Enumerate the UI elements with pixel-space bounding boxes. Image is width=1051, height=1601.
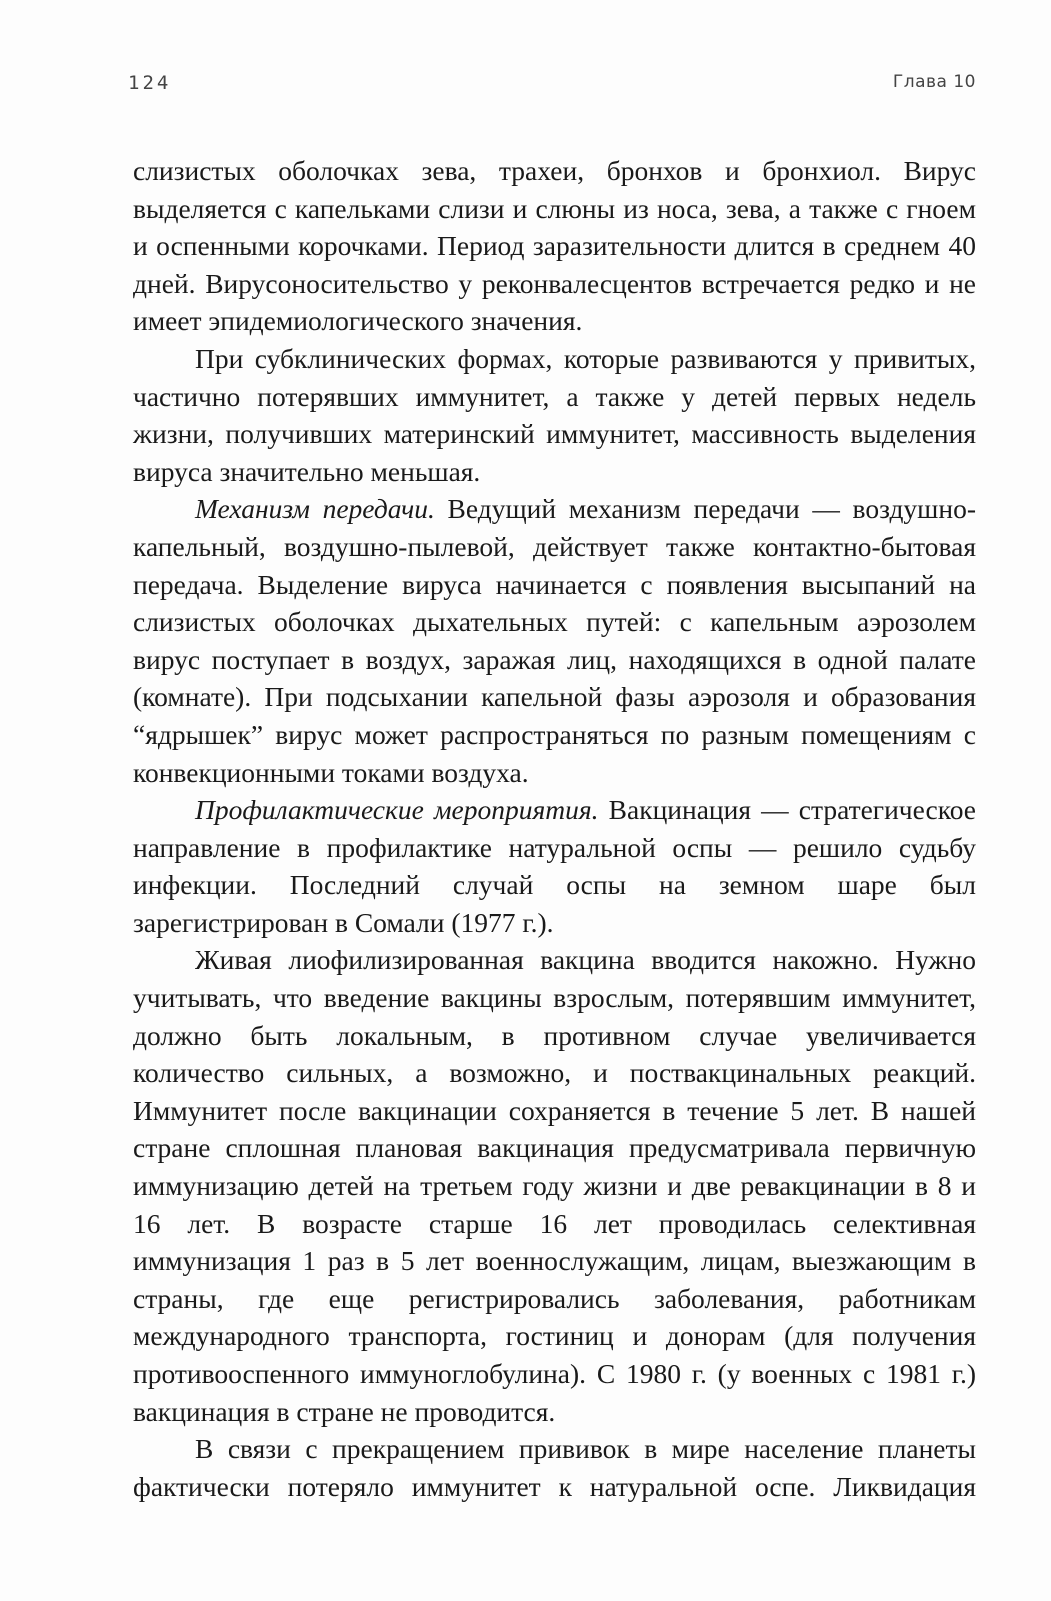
paragraph-text: Живая лиофилизированная вакцина вводится накожно. Нужно учитывать, что введение вакцины взрослым, потерявшим иммунитет, должно быть локальным, в противном случае увеличивается количество сильных, а возможно, и поствакцинальных реакций. Иммунитет после вакцинации сохраняется в течение 5 лет. В нашей стране сплошная плановая вакцинация предусматривала первичную иммунизацию детей на третьем году жизни и две ревакцинации в 8 и 16 лет. В возрасте старше 16 лет проводилась селективная иммунизация 1 раз в 5 лет военнослужащим, лицам, выезжающим в страны, где еще регистрировались заболевания, работникам международного транспорта, гостиниц и донорам (для получения противооспенного иммуноглобулина). С 1980 г. (у военных с 1981 г.) вакцинация в стране не проводится. xyxy=(133,944,976,1427)
page-number: 124 xyxy=(128,72,172,94)
paragraph-text: В связи с прекращением прививок в мире население планеты фактически потеряло иммунитет к натуральной оспе. Ликвидация xyxy=(133,1433,976,1502)
paragraph-vaccine xyxy=(133,941,976,1430)
paragraph-text: Ведущий механизм передачи — воздушно-капельный, воздушно-пылевой, действует также контактно-бытовая передача. Выделение вируса начинается с появления высыпаний на слизистых оболочках дыхательных путей: с капельным аэрозолем вирус поступает в воздух, заражая лиц, находящихся в одной палате (комнате). При подсыхании капельной фазы аэрозоля и образования “ядрышек” вирус может распространяться по разным помещениям с конвекционными токами воздуха. xyxy=(133,493,976,788)
run-in-heading: Профилактические мероприятия. xyxy=(195,794,599,826)
paragraph-immunity-loss xyxy=(133,1430,976,1505)
paragraph-text: Вакцинация — стратегическое направление в профилактике натуральной оспы — решило судьбу инфекции. Последний случай оспы на земном шаре был зарегистрирован в Сомали (1977 г.). xyxy=(133,794,976,938)
paragraph-text: При субклинических формах, которые развиваются у привитых, частично потерявших иммунитет, а также у детей первых недель жизни, получивших материнский иммунитет, массивность выделения вируса значительно меньшая. xyxy=(133,342,976,487)
chapter-label: Глава 10 xyxy=(892,72,976,92)
paragraph-text: слизистых оболочках зева, трахеи, бронхов и бронхиол. Вирус выделяется с капельками слизи и слюны из носа, зева, а также с гноем и оспенными корочками. Период заразительности длится в среднем 40 дней. Вирусоносительство у реконвалесцентов встречается редко и не имеет эпидемиологического значения. xyxy=(133,155,976,337)
body-text xyxy=(133,152,976,1505)
run-in-heading: Механизм передачи. xyxy=(195,493,435,525)
paragraph-continued xyxy=(133,152,976,340)
paragraph-prevention xyxy=(133,791,976,941)
paragraph-subclinical xyxy=(133,340,976,490)
paragraph-transmission xyxy=(133,490,976,791)
running-head xyxy=(128,72,976,102)
